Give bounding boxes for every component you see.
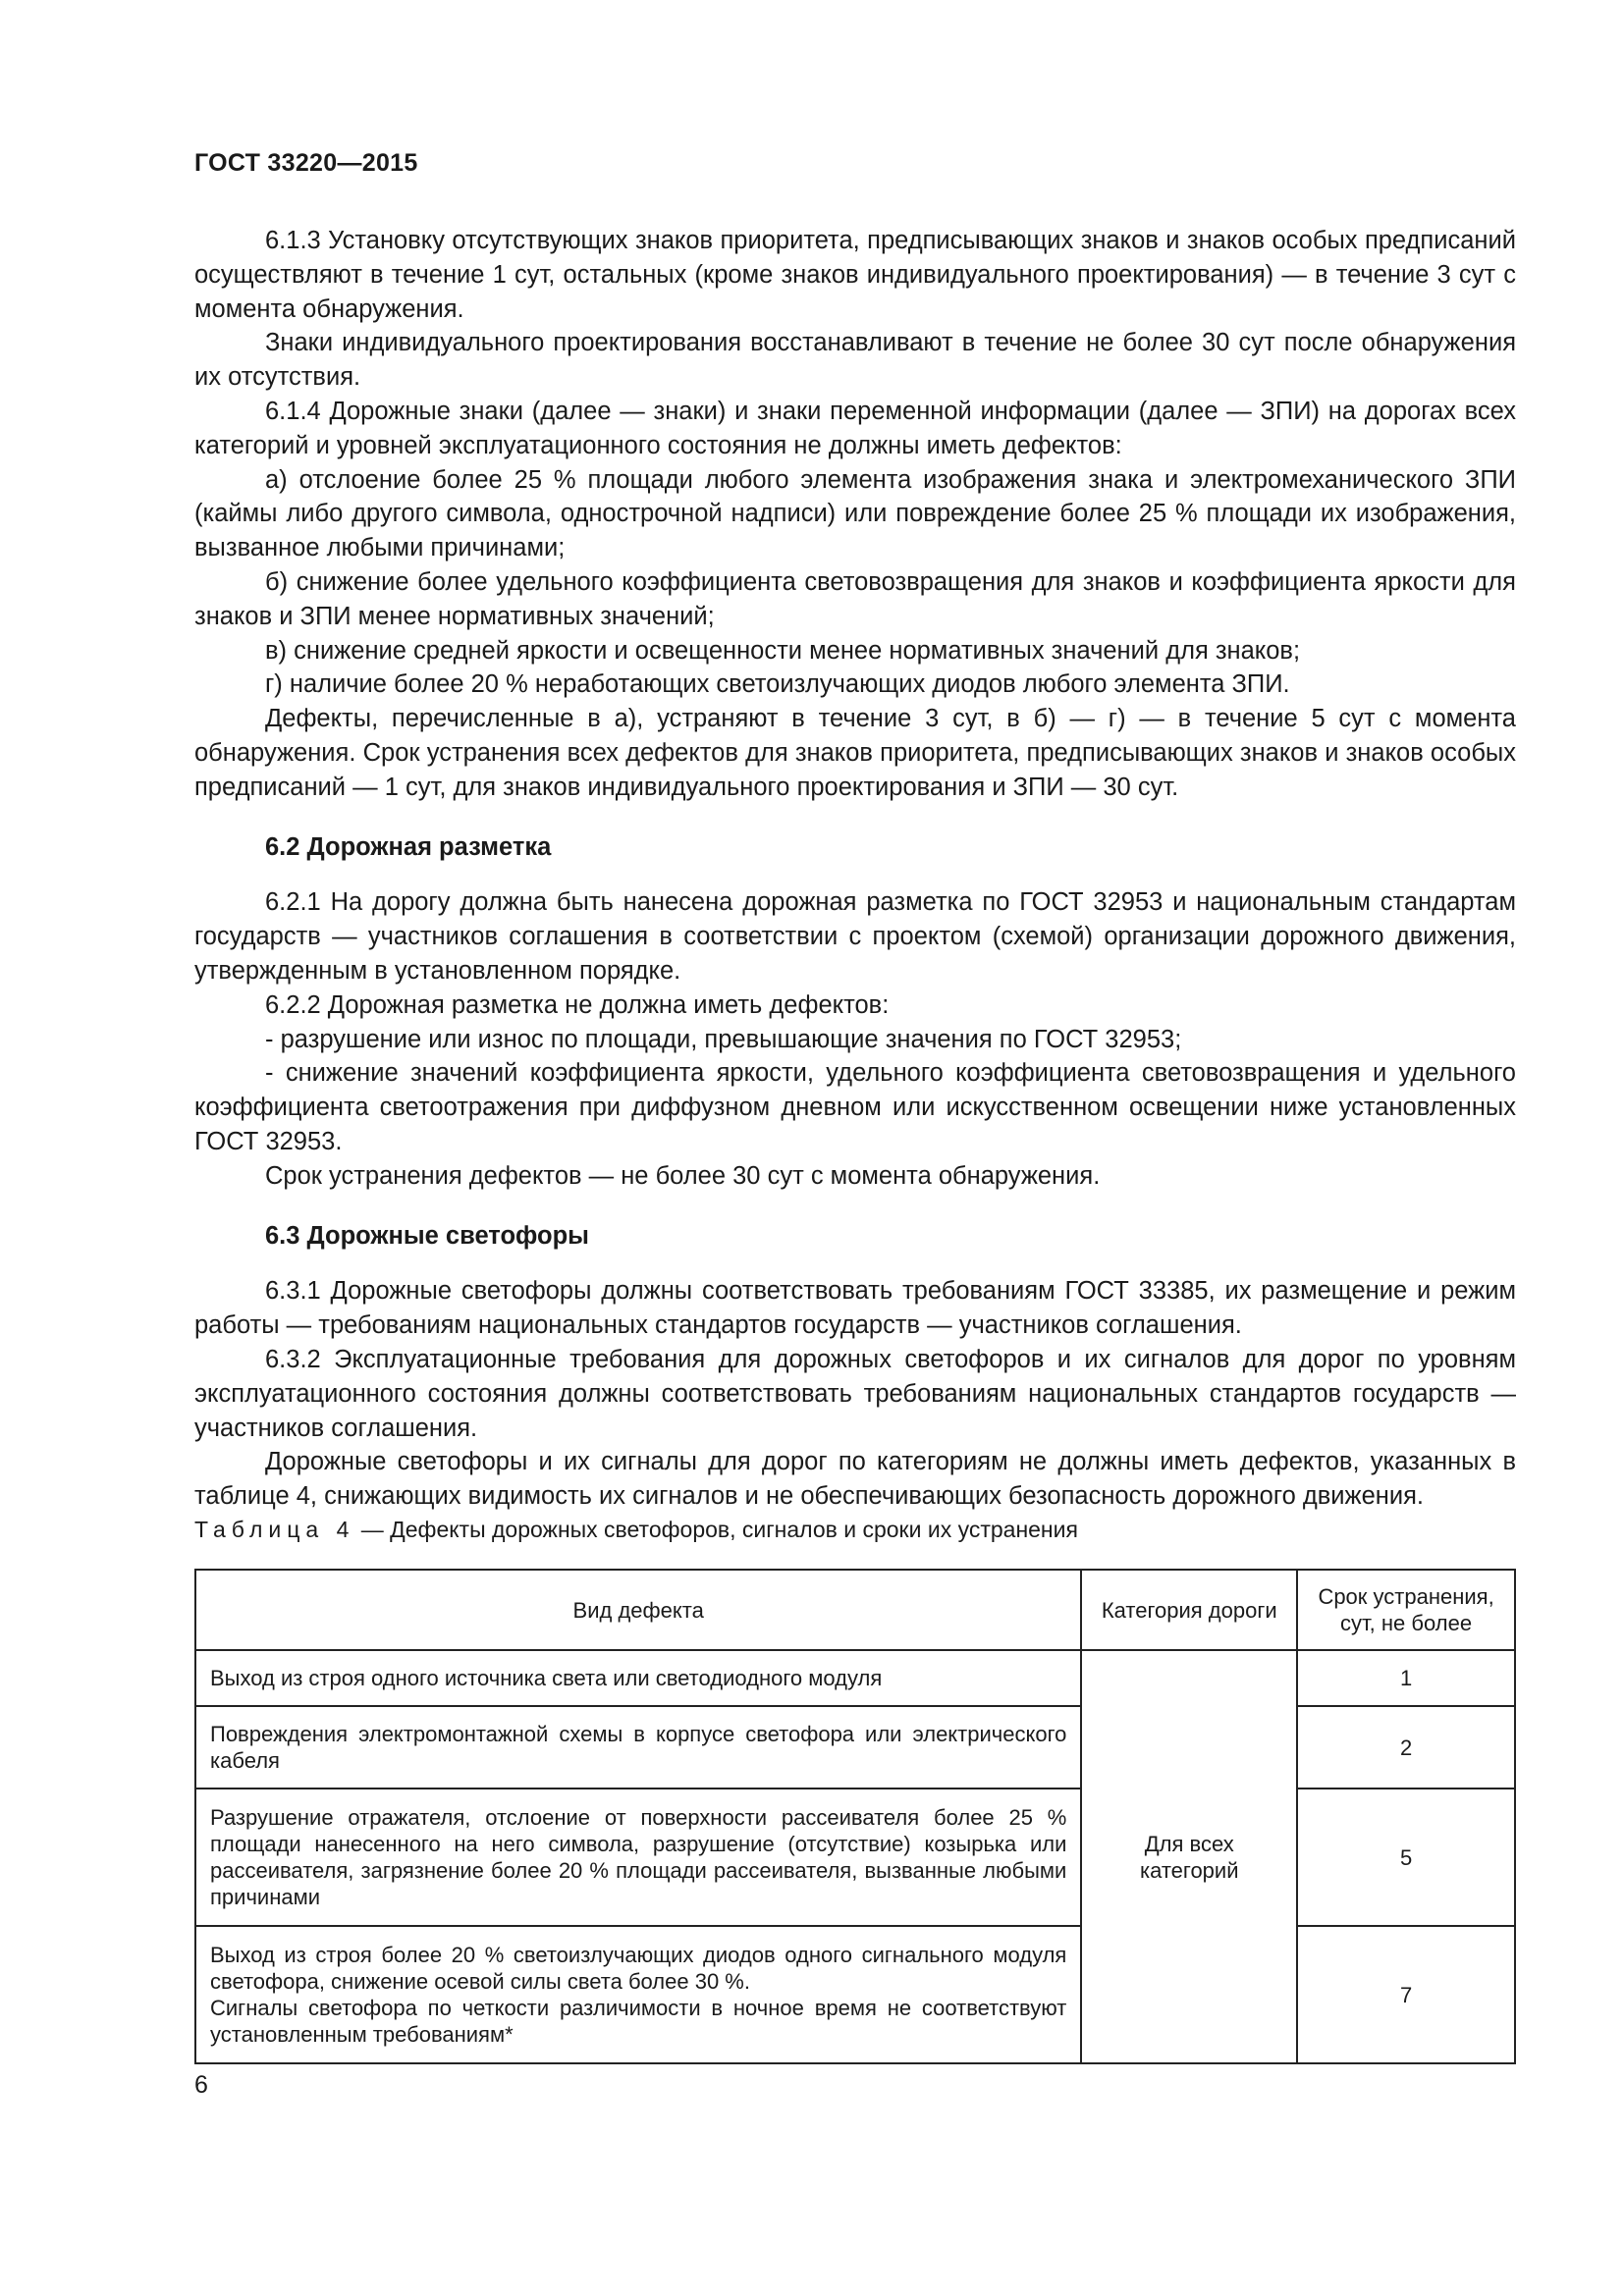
deadline-cell: 1 — [1297, 1650, 1515, 1706]
table-header-row — [195, 1570, 1515, 1650]
paragraph: Дефекты, перечисленные в а), устраняют в течение 3 сут, в б) — г) — в течение 5 сут с момента обнаружения. Срок устранения всех дефектов для знаков приоритета, предписывающих знаков и знаков особых предписаний — 1 сут, для знаков индивидуального проектирования и ЗПИ — 30 сут. — [194, 705, 1516, 801]
table-caption — [194, 1517, 1078, 1543]
category-cell: Для всех категорий — [1081, 1650, 1297, 2063]
column-header-deadline: Срок устранения, сут, не более — [1297, 1570, 1515, 1650]
paragraph: Срок устранения дефектов — не более 30 сут с момента обнаружения. — [265, 1161, 1101, 1190]
paragraph: б) снижение более удельного коэффициента световозвращения для знаков и коэффициента яркости для знаков и ЗПИ менее нормативных значений; — [194, 567, 1516, 630]
deadline-cell: 5 — [1297, 1789, 1515, 1926]
table-row — [195, 1706, 1515, 1789]
paragraph: Знаки индивидуального проектирования восстанавливают в течение не более 30 сут после обнаружения их отсутствия. — [194, 329, 1516, 392]
paragraph: а) отслоение более 25 % площади любого элемента изображения знака и электромеханического ЗПИ (каймы либо другого символа, однострочной надписи) или повреждение более 25 % площади их изображения, вызванное любыми причинами; — [194, 465, 1516, 562]
paragraph: - снижение значений коэффициента яркости, удельного коэффициента световозвращения и удельного коэффициента светоотражения при диффузном дневном или искусственном освещении ниже установленных ГОСТ 32953. — [194, 1059, 1516, 1155]
deadline-cell: 7 — [1297, 1926, 1515, 2063]
paragraph: г) наличие более 20 % неработающих светоизлучающих диодов любого элемента ЗПИ. — [265, 670, 1290, 699]
defect-cell: Выход из строя одного источника света или светодиодного модуля — [195, 1650, 1081, 1706]
paragraph: 6.1.4 Дорожные знаки (далее — знаки) и знаки переменной информации (далее — ЗПИ) на дорогах всех категорий и уровней эксплуатационного состояния не должны иметь дефектов: — [194, 397, 1516, 459]
defect-text-continued: Сигналы светофора по четкости различимости в ночное время не соответствуют установленным требованиям* — [210, 1996, 1067, 2047]
table-row — [195, 1789, 1515, 1926]
paragraph: 6.3.2 Эксплуатационные требования для дорожных светофоров и их сигналов для дорог по уровням эксплуатационного состояния должны соответствовать требованиям национальных стандартов государств — участников соглашения. — [194, 1345, 1516, 1442]
paragraph: Дорожные светофоры и их сигналы для дорог по категориям не должны иметь дефектов, указанных в таблице 4, снижающих видимость их сигналов и не обеспечивающих безопасность дорожного движения. — [194, 1448, 1516, 1511]
defects-table — [194, 1569, 1516, 2064]
table-caption-text: — Дефекты дорожных светофоров, сигналов и сроки их устранения — [360, 1517, 1078, 1542]
paragraph: - разрушение или износ по площади, превышающие значения по ГОСТ 32953; — [265, 1025, 1182, 1053]
section-heading-6-3: 6.3 Дорожные светофоры — [265, 1221, 589, 1250]
defect-cell: Разрушение отражателя, отслоение от поверхности рассеивателя более 25 % площади нанесенного на него символа, разрушение (отсутствие) козырька или рассеивателя, загрязнение более 20 % площади рассеивателя, вызванные любыми причинами — [195, 1789, 1081, 1926]
defect-cell — [195, 1926, 1081, 2063]
paragraph: 6.3.1 Дорожные светофоры должны соответствовать требованиям ГОСТ 33385, их размещение и режим работы — требованиям национальных стандартов государств — участников соглашения. — [194, 1277, 1516, 1340]
table-caption-label: Таблица 4 — [194, 1517, 355, 1542]
paragraph: 6.2.1 На дорогу должна быть нанесена дорожная разметка по ГОСТ 32953 и национальным стандартам государств — участников соглашения в соответствии с проектом (схемой) организации дорожного движения, утвержденным в установленном порядке. — [194, 888, 1516, 985]
paragraph: 6.1.3 Установку отсутствующих знаков приоритета, предписывающих знаков и знаков особых предписаний осуществляют в течение 1 сут, остальных (кроме знаков индивидуального проектирования) — в течение 3 сут с момента обнаружения. — [194, 227, 1516, 323]
defect-text: Выход из строя более 20 % светоизлучающих диодов одного сигнального модуля светофора, снижение осевой силы света более 30 %. — [210, 1943, 1067, 1994]
section-heading-6-2: 6.2 Дорожная разметка — [265, 832, 552, 861]
deadline-cell: 2 — [1297, 1706, 1515, 1789]
column-header-category: Категория дороги — [1081, 1570, 1297, 1650]
page-number: 6 — [194, 2071, 208, 2099]
defect-cell: Повреждения электромонтажной схемы в корпусе светофора или электрического кабеля — [195, 1706, 1081, 1789]
body-text — [194, 224, 1516, 1514]
column-header-defect: Вид дефекта — [195, 1570, 1081, 1650]
table-row — [195, 1926, 1515, 2063]
standard-header: ГОСТ 33220—2015 — [194, 149, 418, 177]
table-row — [195, 1650, 1515, 1706]
paragraph: в) снижение средней яркости и освещенности менее нормативных значений для знаков; — [265, 636, 1301, 665]
paragraph: 6.2.2 Дорожная разметка не должна иметь дефектов: — [265, 990, 890, 1019]
